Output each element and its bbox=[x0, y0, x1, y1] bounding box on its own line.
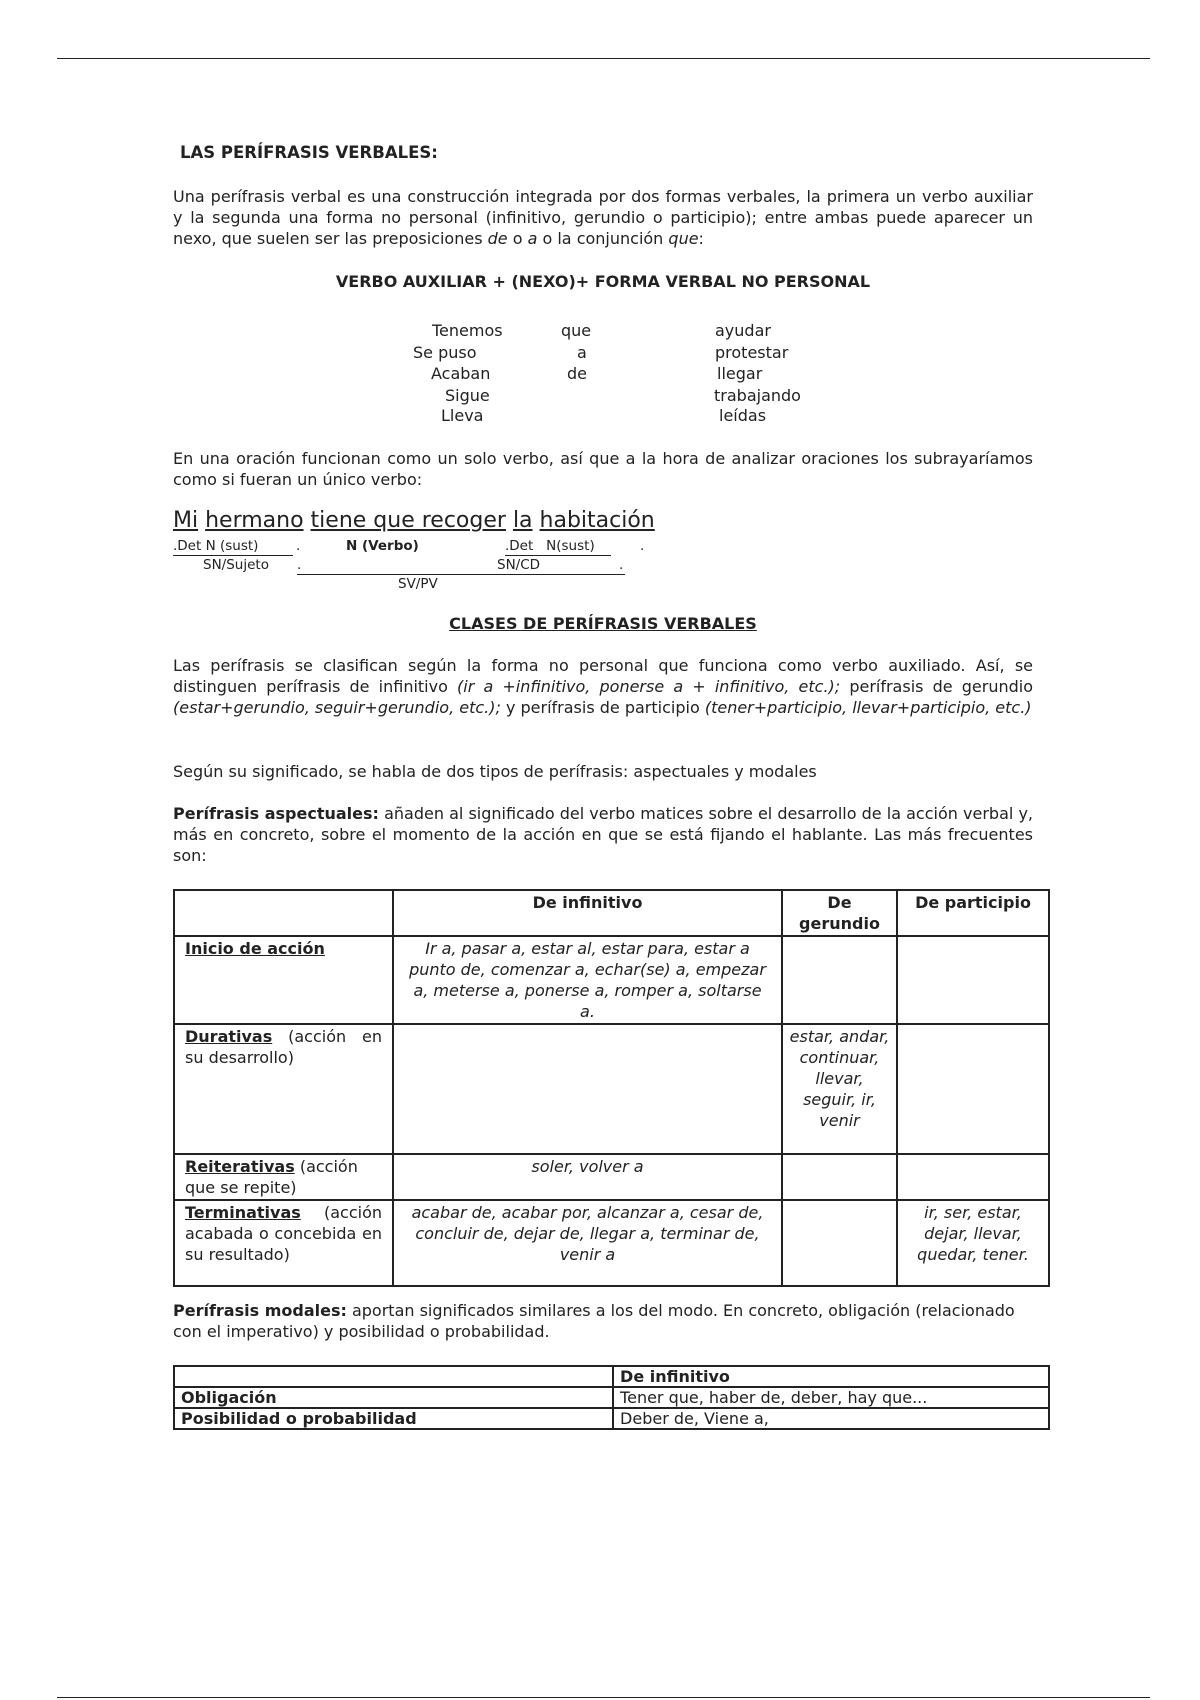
sentence-word: Mi bbox=[173, 508, 199, 533]
table-row bbox=[174, 1408, 1049, 1429]
cell-participio: ir, ser, estar, dejar, llevar, quedar, tener. bbox=[897, 1200, 1049, 1286]
example-form: llegar bbox=[717, 364, 763, 383]
sn-sujeto-label: SN/Sujeto bbox=[203, 557, 269, 573]
row-value: Tener que, haber de, deber, hay que... bbox=[613, 1387, 1049, 1408]
header-cell: De infinitivo bbox=[613, 1366, 1049, 1387]
sv-underline bbox=[297, 574, 625, 575]
sentence-word: la bbox=[512, 508, 533, 533]
cell-infinitivo: Ir a, pasar a, estar al, estar para, estar a punto de, comenzar a, echar(se) a, empezar a, meterse a, ponerse a, romper a, soltarse a. bbox=[393, 936, 782, 1024]
modal-paragraph bbox=[173, 1300, 1033, 1342]
aspect-table bbox=[173, 889, 1050, 1287]
example-nexo: que bbox=[561, 321, 592, 340]
modal-text: aportan significados similares a los del modo. En concreto, obligación (relacionado con el imperativo) y posibilidad o probabilidad. bbox=[173, 1301, 1015, 1341]
cell-infinitivo bbox=[393, 1024, 782, 1154]
formula: VERBO AUXILIAR + (NEXO)+ FORMA VERBAL NO PERSONAL bbox=[335, 272, 871, 291]
intro-paragraph bbox=[173, 186, 1033, 249]
header-cell: De infinitivo bbox=[393, 890, 782, 936]
example-aux: Se puso bbox=[413, 343, 477, 362]
sn-cd-label: SN/CD bbox=[497, 557, 541, 573]
aspectual-paragraph bbox=[173, 803, 1033, 866]
row-name: Terminativas bbox=[185, 1203, 301, 1222]
row-name: Inicio de acción bbox=[185, 939, 325, 958]
example-aux: Acaban bbox=[431, 364, 491, 383]
classes-heading: CLASES DE PERÍFRASIS VERBALES bbox=[449, 614, 757, 633]
cell-infinitivo: soler, volver a bbox=[393, 1154, 782, 1200]
table-row bbox=[174, 1024, 1049, 1154]
text: (estar+gerundio, seguir+gerundio, etc.); bbox=[173, 698, 501, 717]
modal-label: Perífrasis modales: bbox=[173, 1301, 347, 1320]
row-label bbox=[174, 936, 393, 1024]
dot: . bbox=[296, 538, 301, 554]
row-name: Durativas bbox=[185, 1027, 273, 1046]
cell-gerundio bbox=[782, 936, 897, 1024]
cell-gerundio: estar, andar, continuar, llevar, seguir, ir, venir bbox=[782, 1024, 897, 1154]
intro-o: o bbox=[507, 229, 528, 248]
text: (ir a +infinitivo, ponerse a + infinitivo, etc.); bbox=[457, 677, 841, 696]
row-desc: (acción en su desarrollo) bbox=[185, 1027, 382, 1067]
footer-rule bbox=[57, 1697, 1150, 1698]
table-header-row bbox=[174, 1366, 1049, 1387]
cell-participio bbox=[897, 1024, 1049, 1154]
row-name: Reiterativas bbox=[185, 1157, 295, 1176]
row-label bbox=[174, 1200, 393, 1286]
page-title: LAS PERÍFRASIS VERBALES: bbox=[180, 143, 438, 162]
intro-text-2: o la conjunción bbox=[537, 229, 669, 248]
aspectual-label: Perífrasis aspectuales: bbox=[173, 804, 379, 823]
sentence-word: habitación bbox=[539, 508, 655, 533]
text: y perífrasis de participio bbox=[500, 698, 705, 717]
cell-participio bbox=[897, 1154, 1049, 1200]
example-sentence bbox=[173, 508, 655, 533]
det-n-label-2: .Det N(sust) bbox=[505, 538, 611, 556]
sentence-word: hermano bbox=[205, 508, 304, 533]
verb-label: N (Verbo) bbox=[346, 538, 419, 554]
example-aux: Tenemos bbox=[432, 321, 503, 340]
row-label bbox=[174, 1154, 393, 1200]
example-aux: Lleva bbox=[441, 406, 484, 425]
cell-participio bbox=[897, 936, 1049, 1024]
dot: . bbox=[640, 538, 645, 554]
table-row bbox=[174, 1200, 1049, 1286]
row-label: Posibilidad o probabilidad bbox=[174, 1408, 613, 1429]
row-desc: (acción acabada o concebida en su resultado) bbox=[185, 1203, 382, 1264]
cell-gerundio bbox=[782, 1200, 897, 1286]
example-form: trabajando bbox=[714, 386, 801, 405]
header-cell bbox=[174, 1366, 613, 1387]
example-nexo: de bbox=[567, 364, 587, 383]
row-value: Deber de, Viene a, bbox=[613, 1408, 1049, 1429]
intro-que: que bbox=[668, 229, 699, 248]
text: (tener+participio, llevar+participio, etc.) bbox=[704, 698, 1032, 717]
text: perífrasis de gerundio bbox=[840, 677, 1033, 696]
example-form: ayudar bbox=[715, 321, 771, 340]
header-cell: De participio bbox=[897, 890, 1049, 936]
example-aux: Sigue bbox=[445, 386, 490, 405]
header-cell bbox=[174, 890, 393, 936]
meaning-paragraph: Según su significado, se habla de dos tipos de perífrasis: aspectuales y modales bbox=[173, 762, 817, 781]
intro-a: a bbox=[527, 229, 538, 248]
sentence-word: tiene que recoger bbox=[310, 508, 506, 533]
table-row bbox=[174, 936, 1049, 1024]
table-row bbox=[174, 1154, 1049, 1200]
example-form: protestar bbox=[715, 343, 789, 362]
table-row bbox=[174, 1387, 1049, 1408]
table-header-row bbox=[174, 890, 1049, 936]
example-form: leídas bbox=[719, 406, 767, 425]
row-label: Obligación bbox=[174, 1387, 613, 1408]
cell-infinitivo: acabar de, acabar por, alcanzar a, cesar de, concluir de, dejar de, llegar a, terminar de, venir a bbox=[393, 1200, 782, 1286]
example-nexo: a bbox=[577, 343, 587, 362]
row-desc: (acción que se repite) bbox=[185, 1157, 358, 1197]
intro-text: Una perífrasis verbal es una construcción integrada por dos formas verbales, la primera un verbo auxiliar y la segunda una forma no personal (infinitivo, gerundio o participio); entre ambas puede aparecer un nexo, que suelen ser las preposiciones bbox=[173, 187, 1033, 248]
classes-paragraph bbox=[173, 655, 1033, 718]
det-n-label-1: .Det N (sust) bbox=[173, 538, 293, 556]
header-cell: De gerundio bbox=[782, 890, 897, 936]
row-label bbox=[174, 1024, 393, 1154]
dot: . bbox=[619, 557, 624, 573]
cell-gerundio bbox=[782, 1154, 897, 1200]
header-rule bbox=[57, 58, 1150, 59]
text: Las perífrasis se clasifican según la forma no personal que funciona como verbo auxiliado. Así, se distinguen perífrasis de infinitivo bbox=[173, 656, 1033, 696]
modal-table bbox=[173, 1365, 1050, 1430]
sv-pv-label: SV/PV bbox=[398, 576, 438, 592]
dot: . bbox=[297, 557, 302, 573]
intro-end: : bbox=[698, 229, 704, 248]
intro-de: de bbox=[487, 229, 508, 248]
analysis-intro: En una oración funcionan como un solo verbo, así que a la hora de analizar oraciones los subrayaríamos como si fueran un único verbo: bbox=[173, 449, 1033, 489]
aspectual-text: añaden al significado del verbo matices sobre el desarrollo de la acción verbal y, más en concreto, sobre el momento de la acción en que se está fijando el hablante. Las más frecuentes son: bbox=[173, 804, 1034, 865]
